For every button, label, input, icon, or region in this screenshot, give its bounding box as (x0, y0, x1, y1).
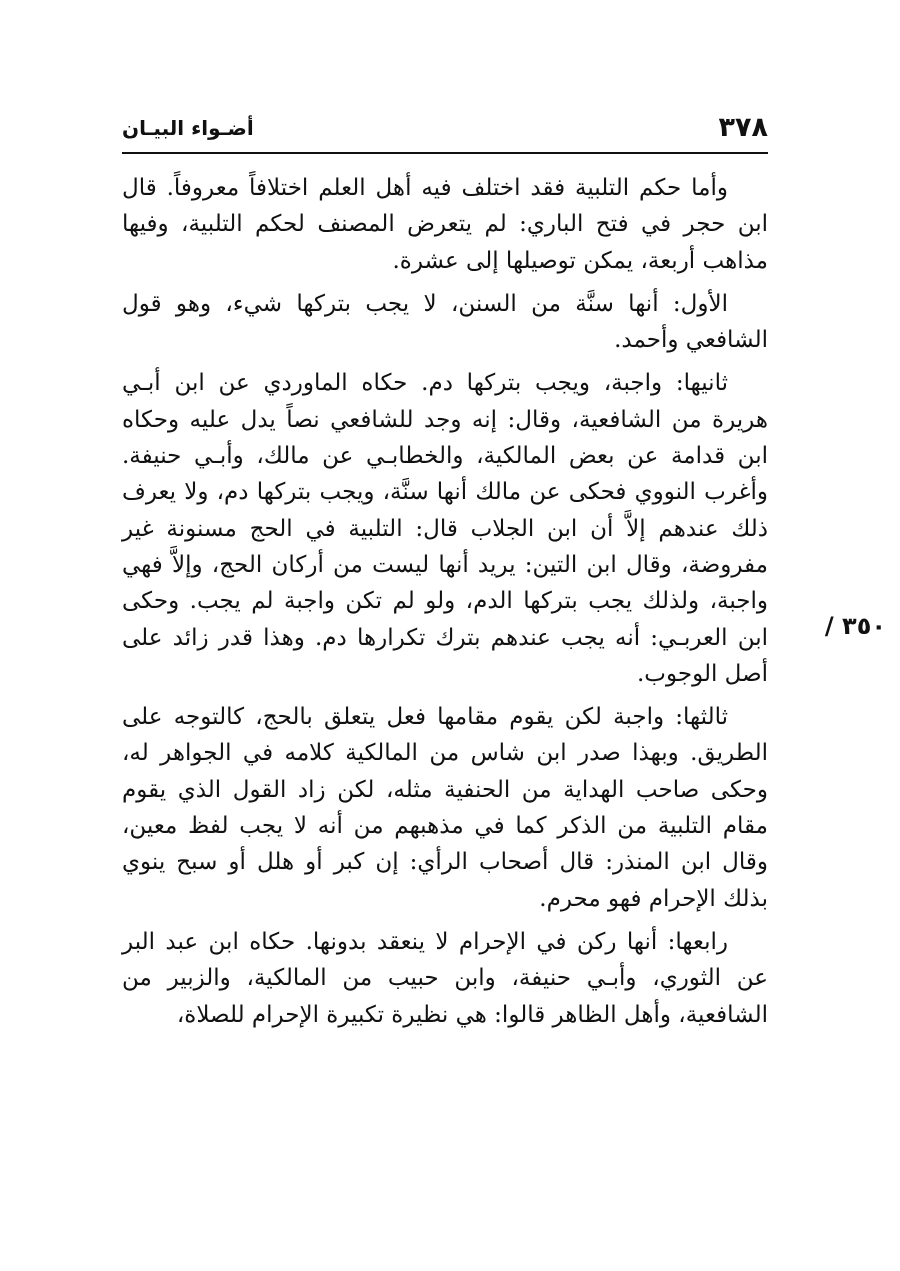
running-title: أضـواء البيـان (122, 116, 254, 140)
page-header (122, 108, 768, 148)
margin-page-reference: ٣٥٠ / (824, 612, 886, 640)
paragraph-third-opinion: ثالثها: واجبة لكن يقوم مقامها فعل يتعلق بالحج، كالتوجه على الطريق. وبهذا صدر ابن شاس من المالكية كلامه في الجواهر له، وحكى صاحب الهداية من الحنفية مثله، لكن زاد القول الذي يقوم مقام التلبية من الذكر كما في مذهبهم من أنه لا يجب لفظ معين، وقال ابن المنذر: قال أصحاب الرأي: إن كبر أو هلل أو سبح ينوي بذلك الإحرام فهو محرم. (122, 704, 768, 912)
body-text (122, 170, 768, 1040)
paragraph-second-opinion: ثانيها: واجبة، ويجب بتركها دم. حكاه الماوردي عن ابن أبـي هريرة من الشافعية، وقال: إنه وجد للشافعي نصاً يدل عليه وحكاه ابن قدامة عن بعض المالكية، والخطابـي عن مالك، وأبـي حنيفة. وأغرب النووي فحكى عن مالك أنها سنَّة، ويجب بتركها دم، ولا يعرف ذلك عندهم إلاَّ أن ابن الجلاب قال: التلبية في الحج مسنونة غير مفروضة، وقال ابن التين: يريد أنها ليست من أركان الحج، وإلاَّ فهي واجبة، ولذلك يجب بتركها الدم، ولو لم تكن واجبة لم يجب. وحكى ابن العربـي: أنه يجب عندهم بترك تكرارها دم. وهذا قدر زائد على أصل الوجوب. (122, 370, 768, 687)
header-rule (122, 152, 768, 154)
page-number: ٣٧٨ (718, 112, 768, 143)
paragraph-fourth-opinion: رابعها: أنها ركن في الإحرام لا ينعقد بدونها. حكاه ابن عبد البر عن الثوري، وأبـي حنيفة، وابن حبيب من المالكية، والزبير من الشافعية، وأهل الظاهر قالوا: هي نظيرة تكبيرة الإحرام للصلاة، (122, 928, 768, 1028)
paragraph-intro: وأما حكم التلبية فقد اختلف فيه أهل العلم اختلافاً معروفاً. قال ابن حجر في فتح الباري: لم يتعرض المصنف لحكم التلبية، وفيها مذاهب أربعة، يمكن توصيلها إلى عشرة. (122, 175, 768, 274)
paragraph-first-opinion: الأول: أنها سنَّة من السنن، لا يجب بتركها شيء، وهو قول الشافعي وأحمد. (122, 290, 768, 354)
